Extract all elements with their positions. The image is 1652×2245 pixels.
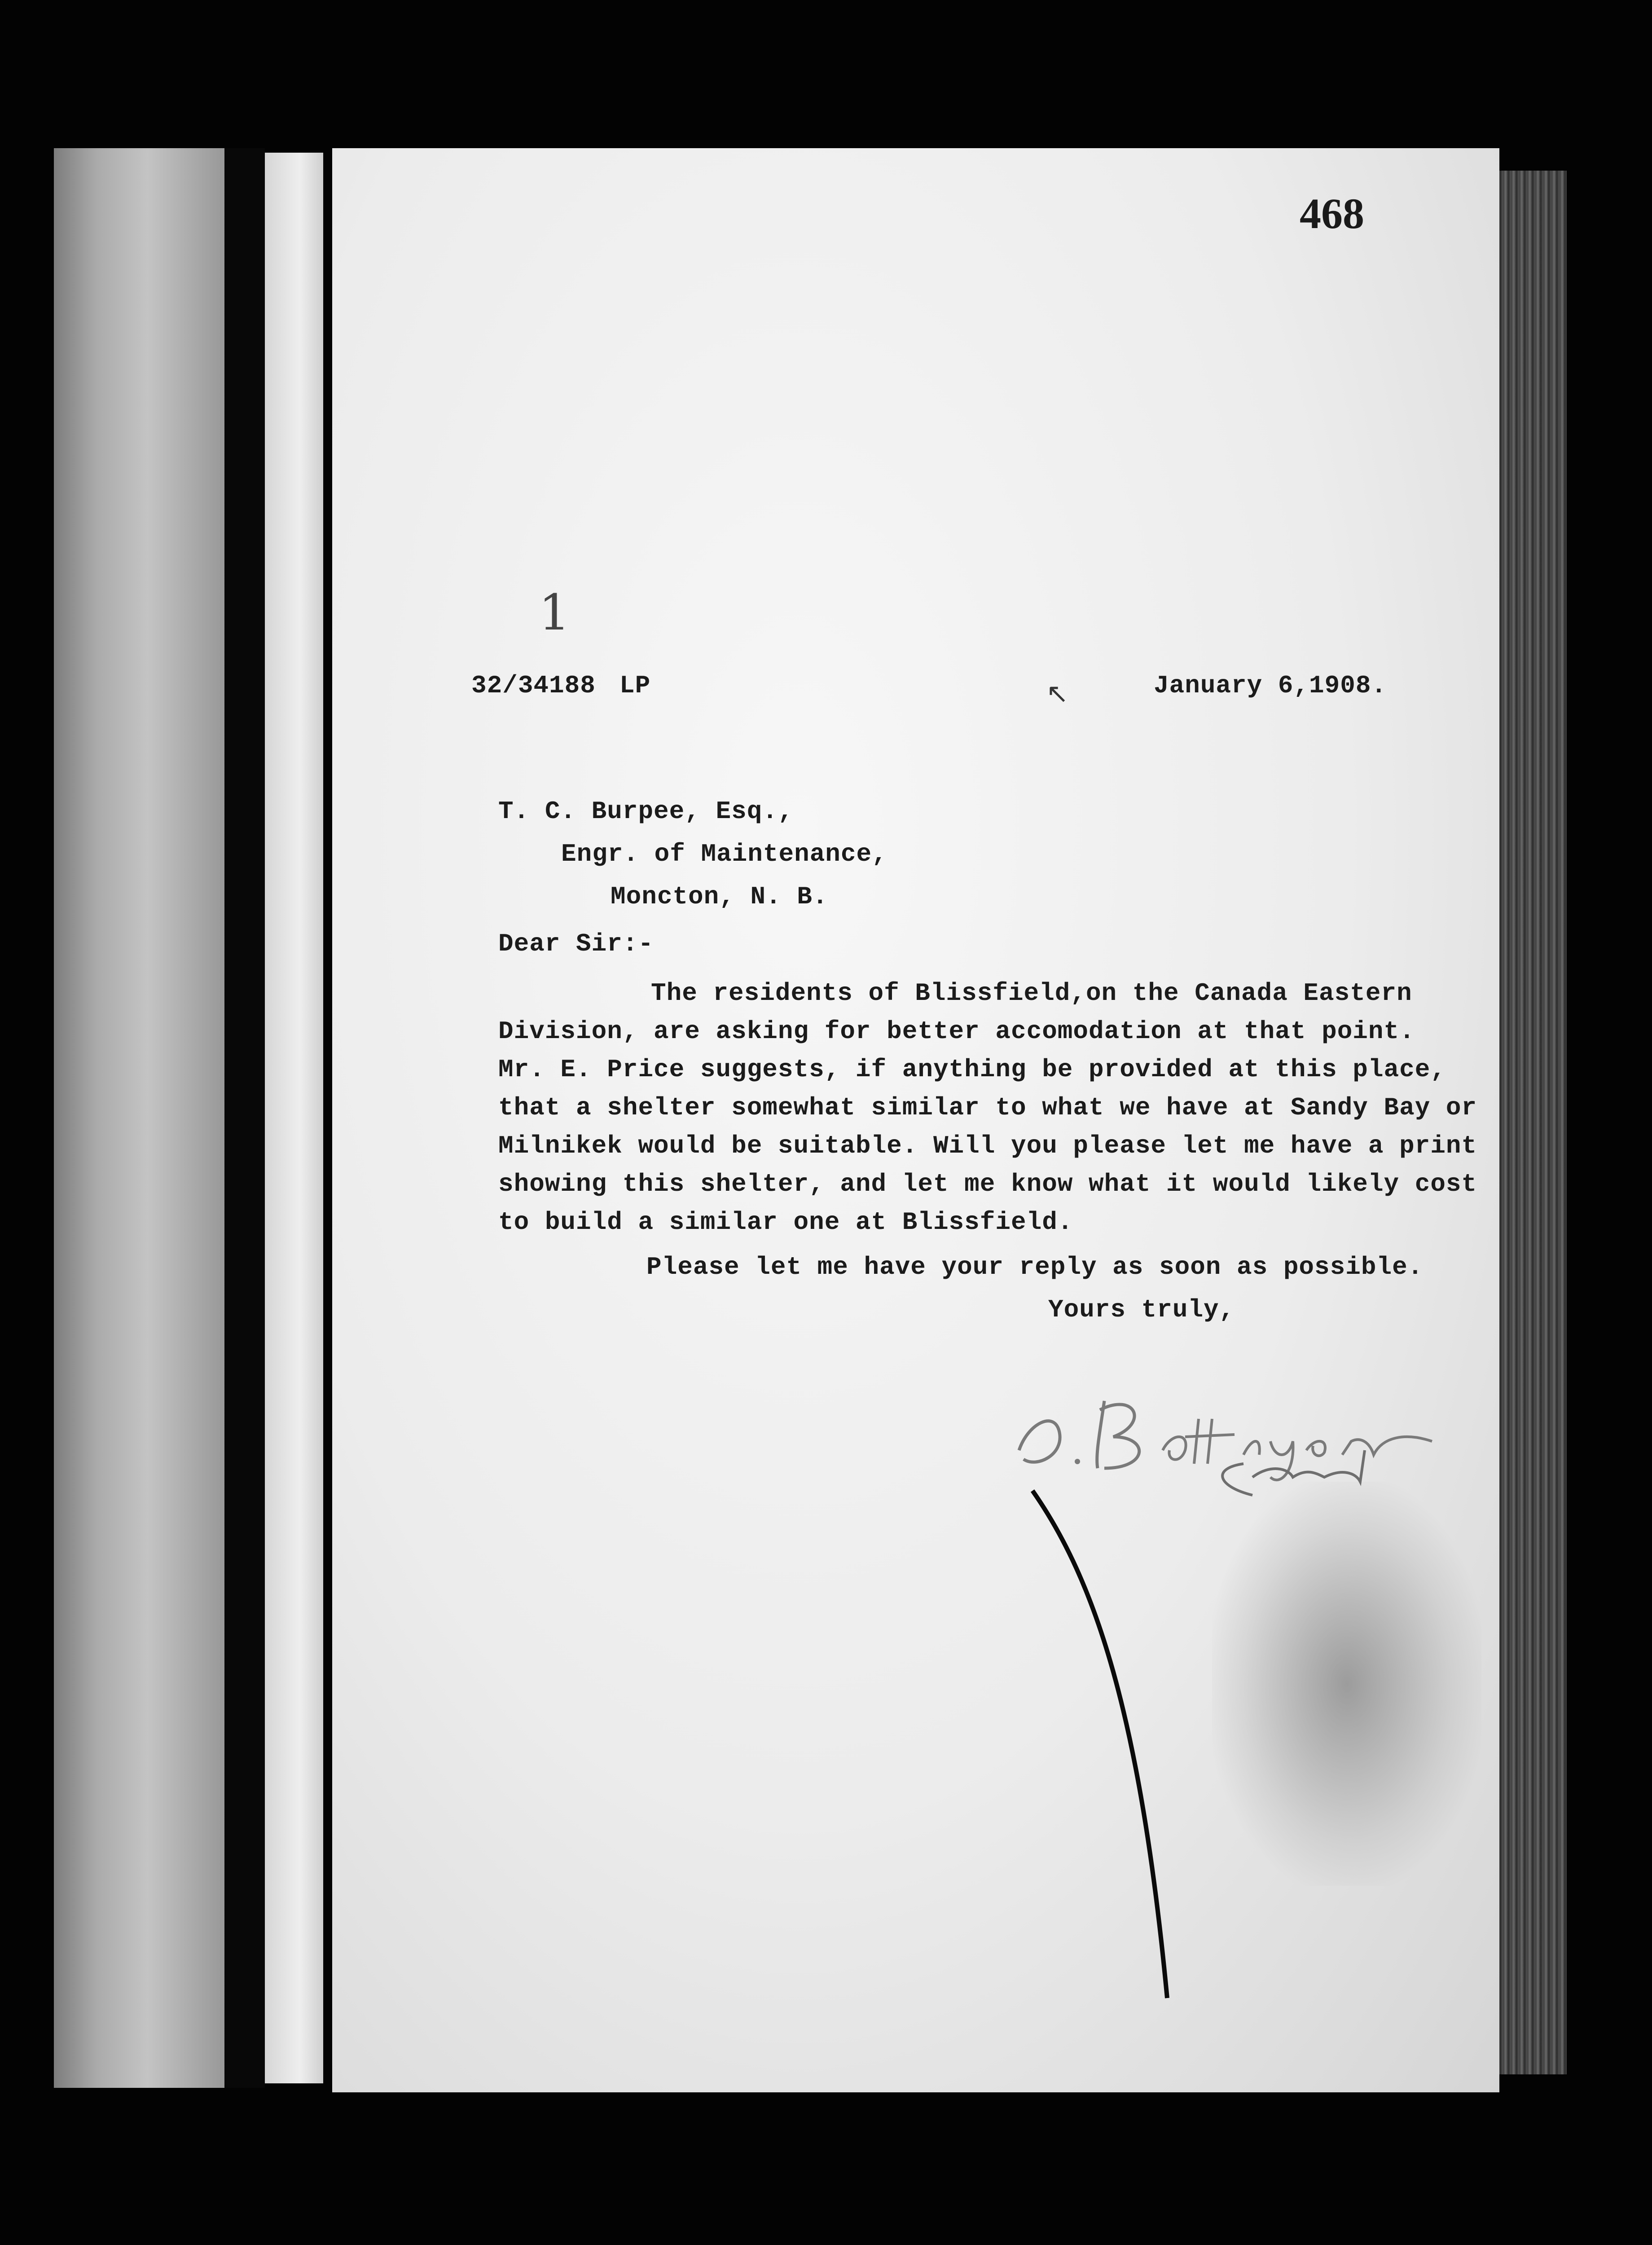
body-line: Division, are asking for better accomodation at that point.: [498, 1017, 1415, 1046]
addressee-name: T. C. Burpee, Esq.,: [498, 797, 794, 826]
adjacent-page: [54, 148, 224, 2088]
letter-page: [332, 148, 1499, 2092]
binding-gap: [224, 148, 265, 2088]
page-edges: [1495, 171, 1567, 2074]
pencil-mark: 1: [539, 584, 570, 641]
reference-number: 32/34188: [471, 671, 596, 700]
stain: [1212, 1482, 1481, 1886]
body-line: that a shelter somewhat similar to what we have at Sandy Bay or: [498, 1093, 1477, 1122]
addressee-place: Moncton, N. B.: [611, 882, 828, 911]
letter-date: January 6,1908.: [1154, 671, 1387, 700]
body-line: to build a similar one at Blissfield.: [498, 1208, 1073, 1237]
body-line: showing this shelter, and let me know what it would likely cost: [498, 1170, 1477, 1198]
body-line: The residents of Blissfield,on the Canada Eastern: [651, 979, 1412, 1008]
addressee-title: Engr. of Maintenance,: [561, 840, 888, 868]
body-line: Mr. E. Price suggests, if anything be provided at this place,: [498, 1055, 1446, 1084]
closing-request: Please let me have your reply as soon as possible.: [646, 1253, 1424, 1281]
caret-mark: ↖: [1046, 678, 1069, 709]
pen-stroke: [1024, 1482, 1203, 2020]
page-number: 468: [1300, 189, 1364, 238]
body-line: Milnikek would be suitable. Will you please let me have a print: [498, 1131, 1477, 1160]
salutation: Dear Sir:-: [498, 929, 654, 958]
typist-initials: LP: [620, 671, 651, 700]
binding-strip: [265, 153, 323, 2083]
closing: Yours truly,: [1048, 1295, 1235, 1324]
